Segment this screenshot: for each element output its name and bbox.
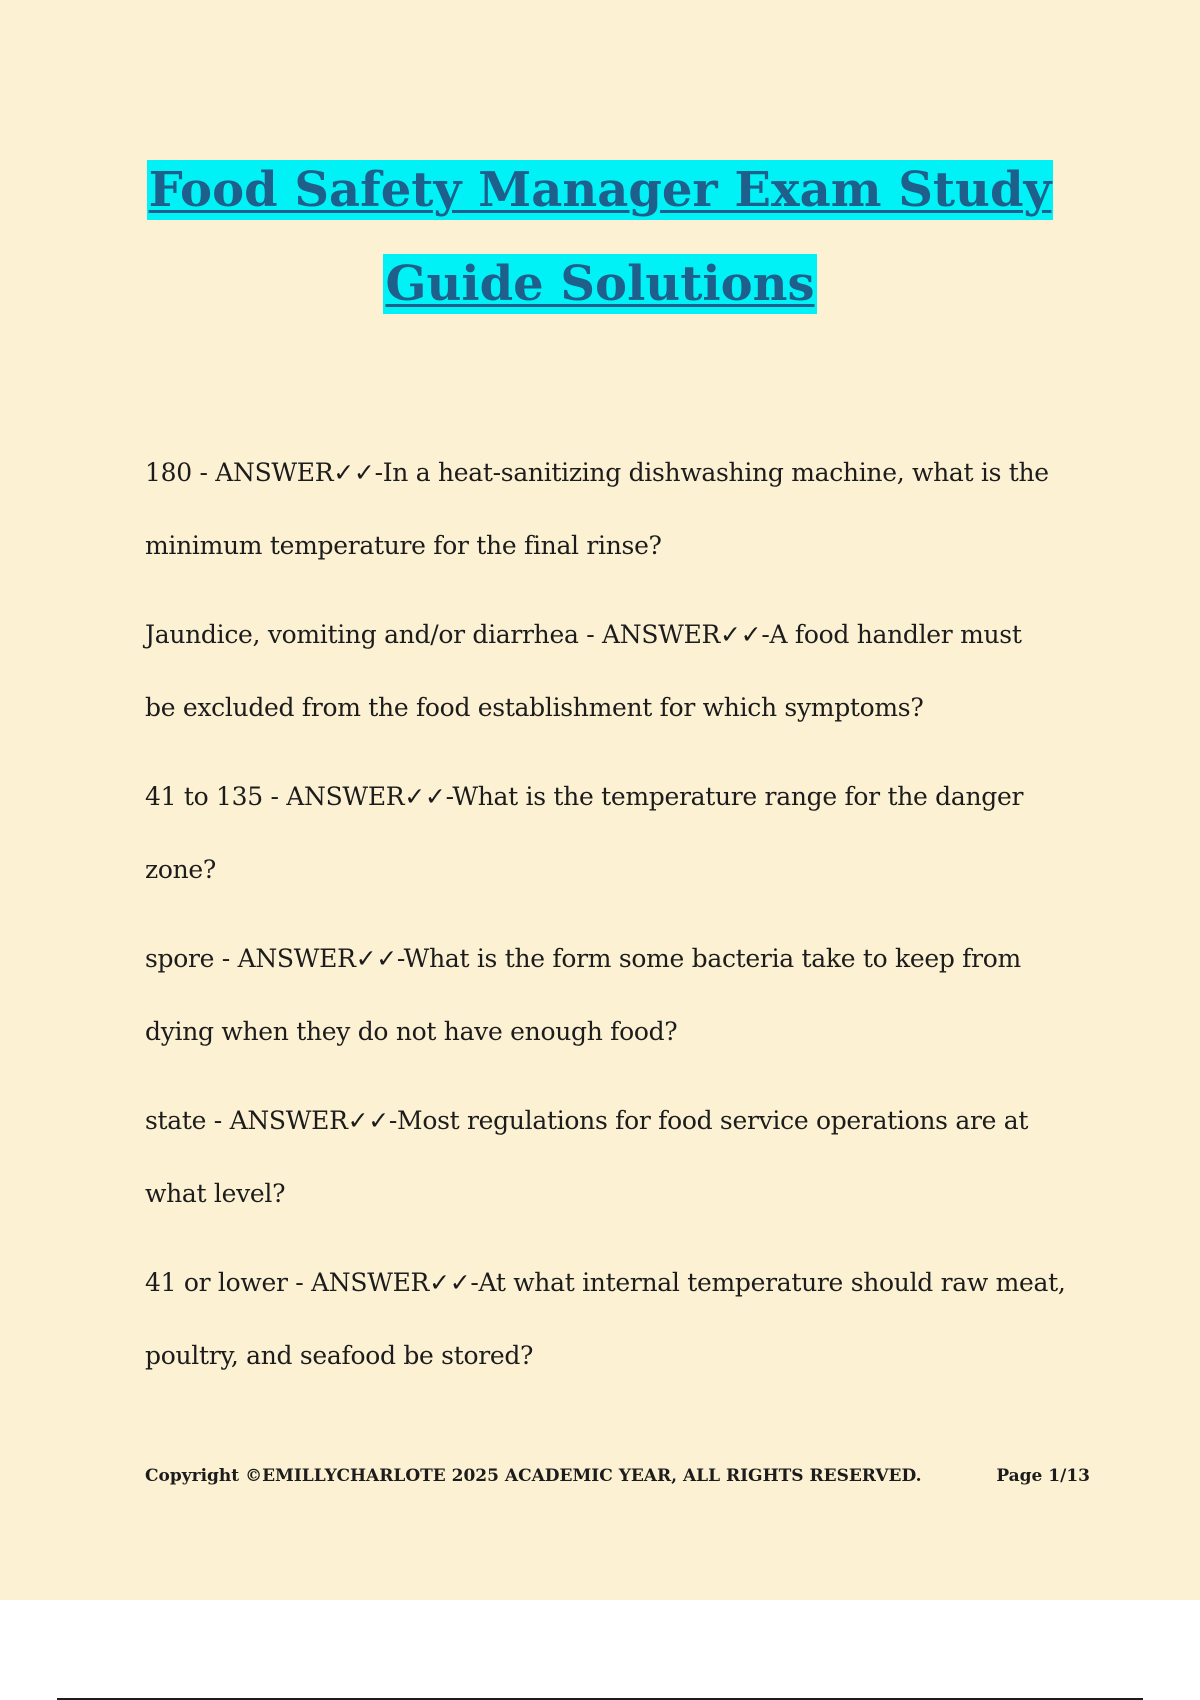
- document-title: [0, 160, 1200, 314]
- qa-item-line: poultry, and seafood be stored?: [145, 1341, 534, 1370]
- title-line-2: Guide Solutions: [385, 256, 815, 312]
- qa-list: [145, 436, 1105, 1408]
- qa-item-line: spore - ANSWER✓✓-What is the form some bacteria take to keep from: [145, 944, 1021, 973]
- title-line-1: Food Safety Manager Exam Study: [148, 162, 1052, 218]
- qa-item-line: minimum temperature for the final rinse?: [145, 531, 662, 560]
- copyright-notice: Copyright ©EMILLYCHARLOTE 2025 ACADEMIC YEAR, ALL RIGHTS RESERVED.: [145, 1466, 922, 1486]
- page-number: Page 1/13: [996, 1466, 1090, 1486]
- qa-item-line: state - ANSWER✓✓-Most regulations for food service operations are at: [145, 1106, 1029, 1135]
- qa-item-line: Jaundice, vomiting and/or diarrhea - ANSWER✓✓-A food handler must: [145, 620, 1022, 649]
- qa-item-line: what level?: [145, 1179, 286, 1208]
- qa-item: [145, 760, 1105, 906]
- qa-item-line: dying when they do not have enough food?: [145, 1017, 678, 1046]
- qa-item-line: 41 to 135 - ANSWER✓✓-What is the temperature range for the danger: [145, 782, 1024, 811]
- qa-item-line: 180 - ANSWER✓✓-In a heat-sanitizing dishwashing machine, what is the: [145, 458, 1049, 487]
- qa-item: [145, 922, 1105, 1068]
- qa-item: [145, 1084, 1105, 1230]
- qa-item: [145, 1246, 1105, 1392]
- qa-item: [145, 436, 1105, 582]
- qa-item-line: be excluded from the food establishment for which symptoms?: [145, 693, 924, 722]
- qa-item: [145, 598, 1105, 744]
- qa-item-line: 41 or lower - ANSWER✓✓-At what internal temperature should raw meat,: [145, 1268, 1066, 1297]
- qa-item-line: zone?: [145, 855, 217, 884]
